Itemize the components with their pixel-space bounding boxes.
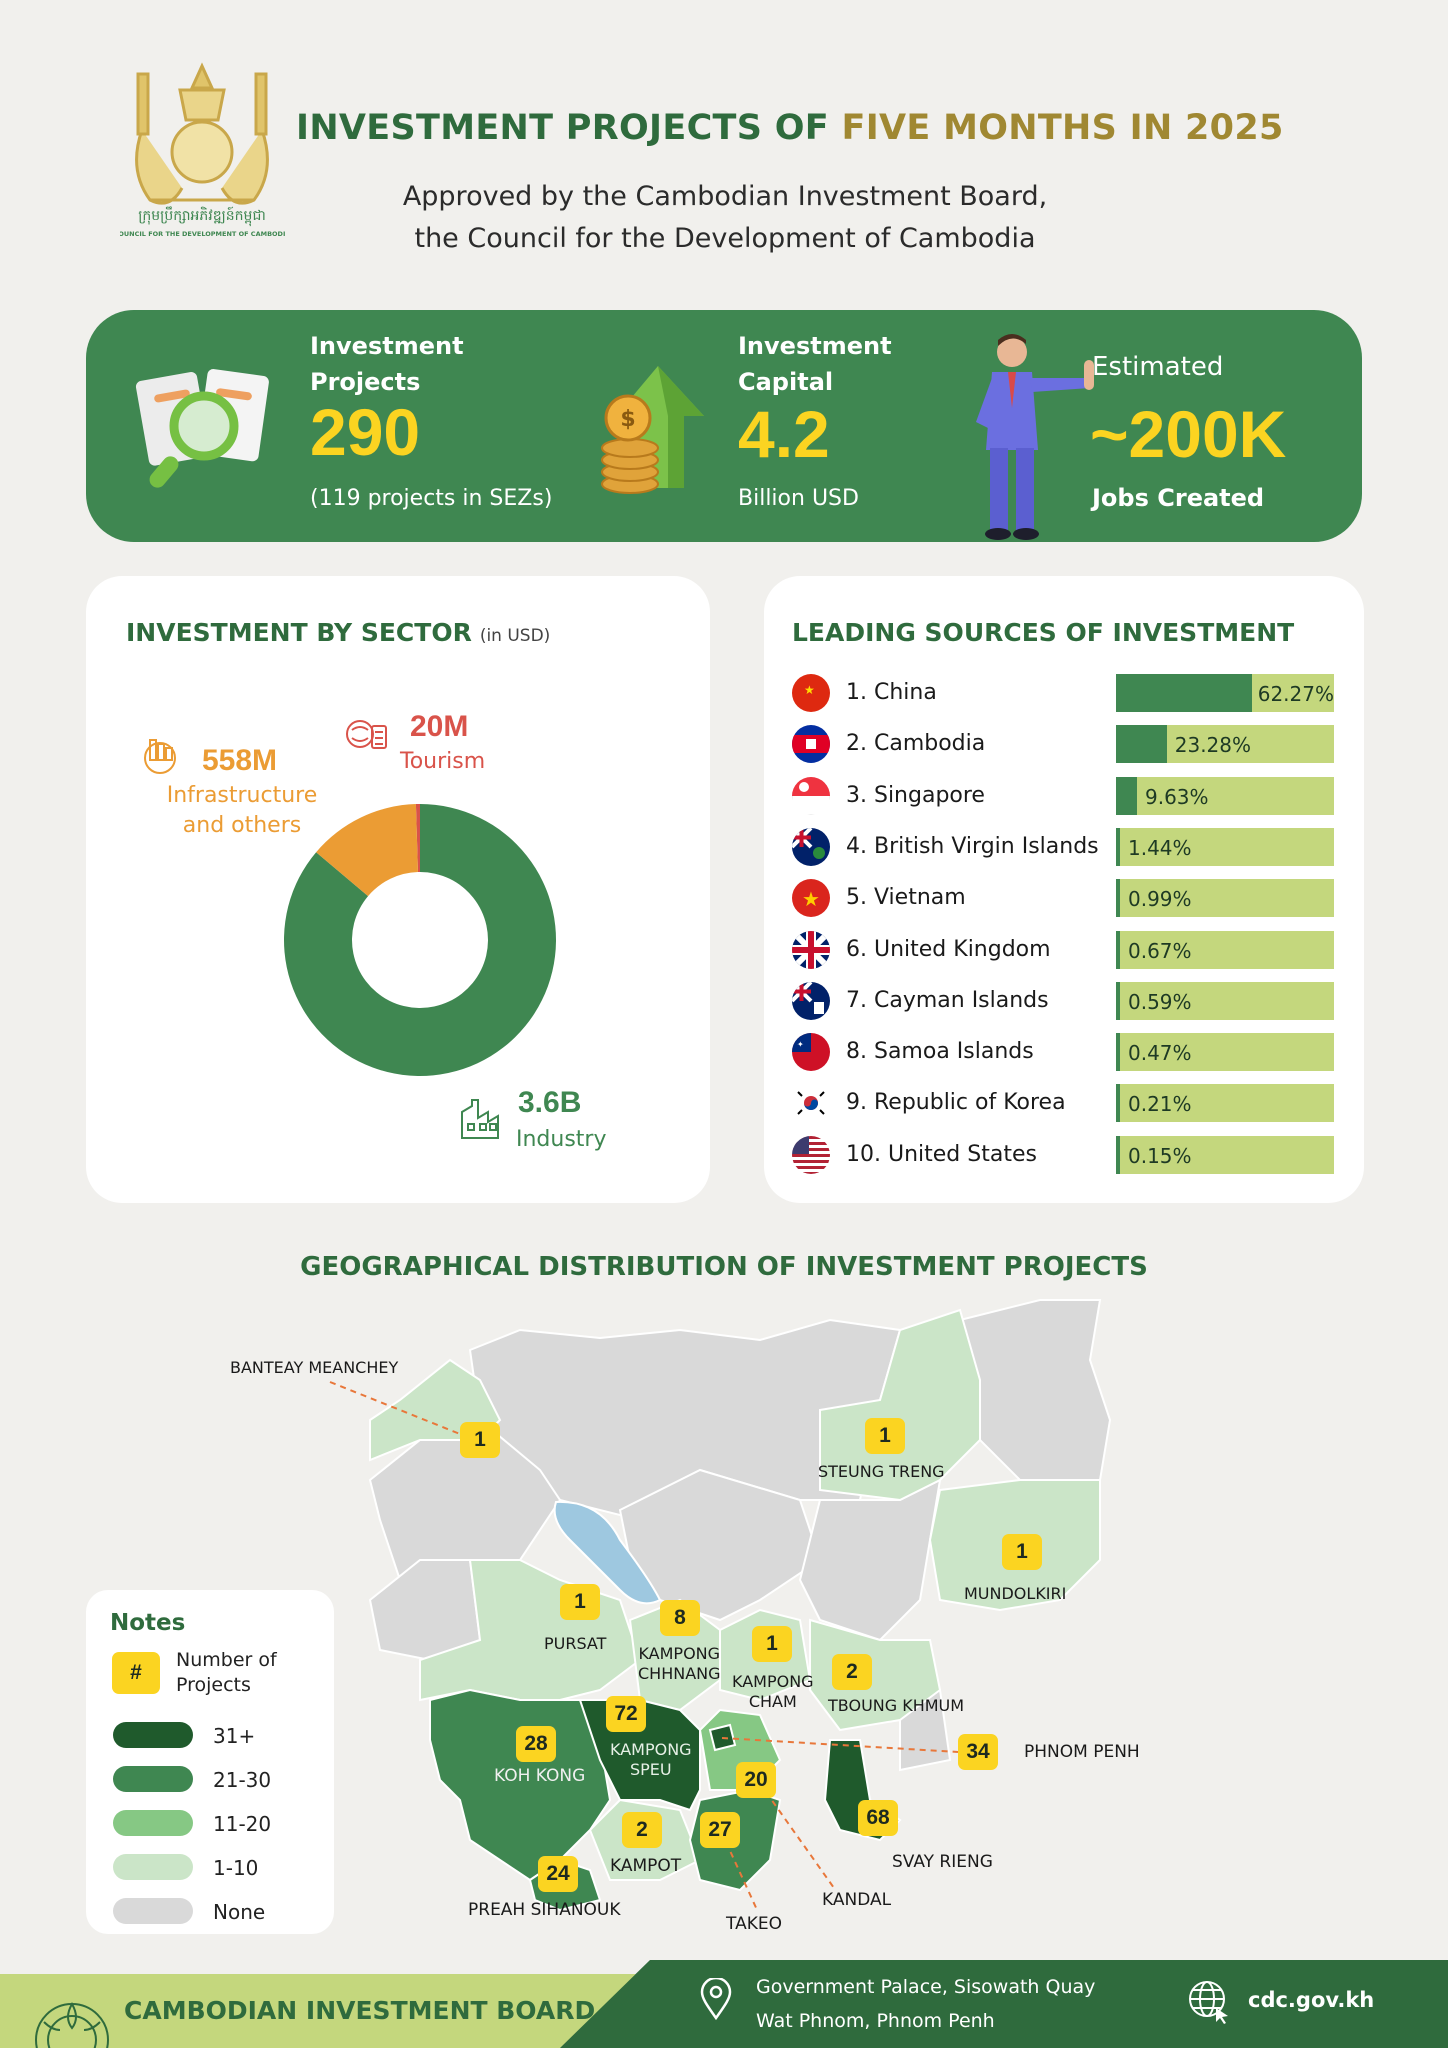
source-percent: 0.99%	[1128, 887, 1192, 912]
label-preah-sihanouk: PREAH SIHANOUK	[468, 1900, 621, 1920]
source-name: 3. Singapore	[846, 782, 985, 808]
badge-kampong-cham: 1	[752, 1626, 792, 1662]
label-steung-treng: STEUNG TRENG	[818, 1462, 945, 1481]
source-percent: 0.47%	[1128, 1041, 1192, 1066]
badge-mundolkiri: 1	[1002, 1534, 1042, 1570]
footer-left-panel	[0, 1974, 640, 2048]
footer-brand: CAMBODIAN INVESTMENT BOARD	[124, 1996, 596, 2025]
footer	[0, 1974, 1448, 2048]
label-pursat: PURSAT	[544, 1634, 607, 1653]
source-percent: 0.15%	[1128, 1143, 1192, 1168]
location-pin-icon	[698, 1978, 734, 2022]
page-title-accent: FIVE MONTHS IN 2025	[841, 108, 1284, 148]
sources-title: LEADING SOURCES OF INVESTMENT	[792, 618, 1295, 647]
source-name: 7. Cayman Islands	[846, 987, 1049, 1013]
legend-swatch	[113, 1854, 193, 1880]
page-subtitle-line1: Approved by the Cambodian Investment Board,	[402, 181, 1048, 212]
label-svay-rieng: SVAY RIENG	[892, 1852, 993, 1872]
source-name: 10. United States	[846, 1141, 1037, 1167]
source-percent: 0.67%	[1128, 938, 1192, 963]
infrastructure-value: 558M	[202, 744, 278, 777]
label-kampong-cham: KAMPONG CHAM	[732, 1672, 814, 1711]
tourism-value: 20M	[410, 710, 469, 743]
legend-badge-label: Number of Projects	[176, 1649, 277, 1696]
badge-takeo: 27	[700, 1812, 740, 1848]
badge-kampong-chhnang: 8	[660, 1600, 700, 1636]
tourism-label: Tourism	[400, 749, 486, 774]
badge-kampot: 2	[622, 1812, 662, 1848]
badge-koh-kong: 28	[516, 1726, 556, 1762]
badge-preah-sihanouk: 24	[538, 1856, 578, 1892]
globe-icon	[1186, 1978, 1232, 2024]
label-kandal: KANDAL	[822, 1890, 892, 1910]
svg-text:✦: ✦	[797, 1040, 804, 1050]
source-name: 1. China	[846, 680, 937, 705]
svg-text:★: ★	[802, 887, 820, 912]
badge-tboung-khmum: 2	[832, 1654, 872, 1690]
svg-text:ក្រុមប្រឹក្សាអភិវឌ្ឍន៍កម្ពុជា: ក្រុមប្រឹក្សាអភិវឌ្ឍន៍កម្ពុជា	[138, 208, 266, 224]
ornament-icon	[24, 1974, 120, 2048]
source-name: 6. United Kingdom	[846, 936, 1051, 962]
legend-label: 1-10	[213, 1856, 259, 1880]
svg-text:COUNCIL FOR THE DEVELOPMENT OF: COUNCIL FOR THE DEVELOPMENT OF CAMBODIA	[120, 230, 285, 238]
label-banteay-meanchey: BANTEAY MEANCHEY	[230, 1358, 399, 1377]
legend-swatch	[113, 1722, 193, 1748]
label-takeo: TAKEO	[726, 1914, 782, 1934]
badge-kandal: 20	[736, 1762, 776, 1798]
legend-swatch	[113, 1810, 193, 1836]
industry-label: Industry	[516, 1127, 607, 1152]
projects-label: Investment Projects	[310, 332, 464, 396]
label-phnom-penh: PHNOM PENH	[1024, 1742, 1140, 1762]
source-percent: 23.28%	[1174, 733, 1252, 758]
source-percent: 0.21%	[1128, 1092, 1192, 1117]
capital-label: Investment Capital	[738, 332, 892, 396]
badge-banteay-meanchey: 1	[460, 1422, 500, 1458]
legend-label: 31+	[213, 1724, 256, 1748]
geo-title: GEOGRAPHICAL DISTRIBUTION OF INVESTMENT PROJECTS	[300, 1252, 1148, 1282]
page-subtitle-line2: the Council for the Development of Cambodia	[414, 223, 1036, 254]
jobs-label-top: Estimated	[1092, 352, 1224, 382]
label-koh-kong: KOH KONG	[494, 1766, 586, 1786]
footer-address-line1: Government Palace, Sisowath Quay	[756, 1976, 1096, 1998]
source-name: 5. Vietnam	[846, 885, 966, 911]
label-kampong-chhnang: KAMPONG CHHNANG	[638, 1644, 721, 1683]
badge-pursat: 1	[560, 1584, 600, 1620]
legend-label: None	[213, 1900, 266, 1924]
source-name: 8. Samoa Islands	[846, 1039, 1034, 1065]
label-tboung-khmum: TBOUNG KHMUM	[828, 1696, 965, 1715]
footer-address	[756, 1970, 1095, 2038]
source-name: 9. Republic of Korea	[846, 1090, 1066, 1116]
legend-label: 21-30	[213, 1768, 272, 1792]
map-region-eastcentral	[800, 1480, 940, 1640]
badge-kampong-speu: 72	[606, 1696, 646, 1732]
legend-label: 11-20	[213, 1812, 272, 1836]
source-name: 2. Cambodia	[846, 731, 986, 757]
svg-text:★: ★	[804, 683, 815, 697]
map-region-east	[960, 1300, 1110, 1480]
page-title-main: INVESTMENT PROJECTS OF	[296, 108, 829, 148]
capital-unit: Billion USD	[738, 486, 859, 511]
capital-value: 4.2	[738, 397, 830, 471]
sector-unit: (in USD)	[479, 626, 551, 646]
badge-svay-rieng: 68	[858, 1800, 898, 1836]
source-percent: 9.63%	[1144, 784, 1209, 809]
label-kampong-speu: KAMPONG SPEU	[610, 1740, 692, 1779]
label-mundolkiri: MUNDOLKIRI	[964, 1584, 1067, 1603]
infrastructure-label-2: and others	[182, 813, 302, 838]
legend-title: Notes	[110, 1610, 186, 1636]
infrastructure-label-1: Infrastructure	[166, 783, 318, 808]
legend-badge-symbol: #	[112, 1652, 160, 1694]
legend-swatch	[113, 1766, 193, 1792]
projects-note: (119 projects in SEZs)	[310, 486, 553, 511]
badge-phnom-penh: 34	[958, 1734, 998, 1770]
source-percent: 1.44%	[1128, 835, 1192, 860]
industry-value: 3.6B	[518, 1086, 582, 1119]
source-percent: 62.27%	[1257, 682, 1334, 706]
map-legend	[86, 1590, 334, 1934]
projects-value: 290	[310, 395, 421, 469]
jobs-value: ~200K	[1090, 397, 1287, 471]
sector-title: INVESTMENT BY SECTOR (in USD)	[126, 618, 551, 647]
source-name: 4. British Virgin Islands	[846, 833, 1099, 859]
badge-steung-treng: 1	[865, 1418, 905, 1454]
source-percent: 0.59%	[1128, 989, 1192, 1014]
legend-swatch	[113, 1898, 193, 1924]
jobs-label-bottom: Jobs Created	[1092, 484, 1265, 512]
svg-text:$: $	[620, 407, 636, 432]
website-link[interactable]: cdc.gov.kh	[1248, 1988, 1375, 2012]
footer-address-line2: Wat Phnom, Phnom Penh	[756, 2010, 995, 2032]
label-kampot: KAMPOT	[610, 1856, 682, 1876]
